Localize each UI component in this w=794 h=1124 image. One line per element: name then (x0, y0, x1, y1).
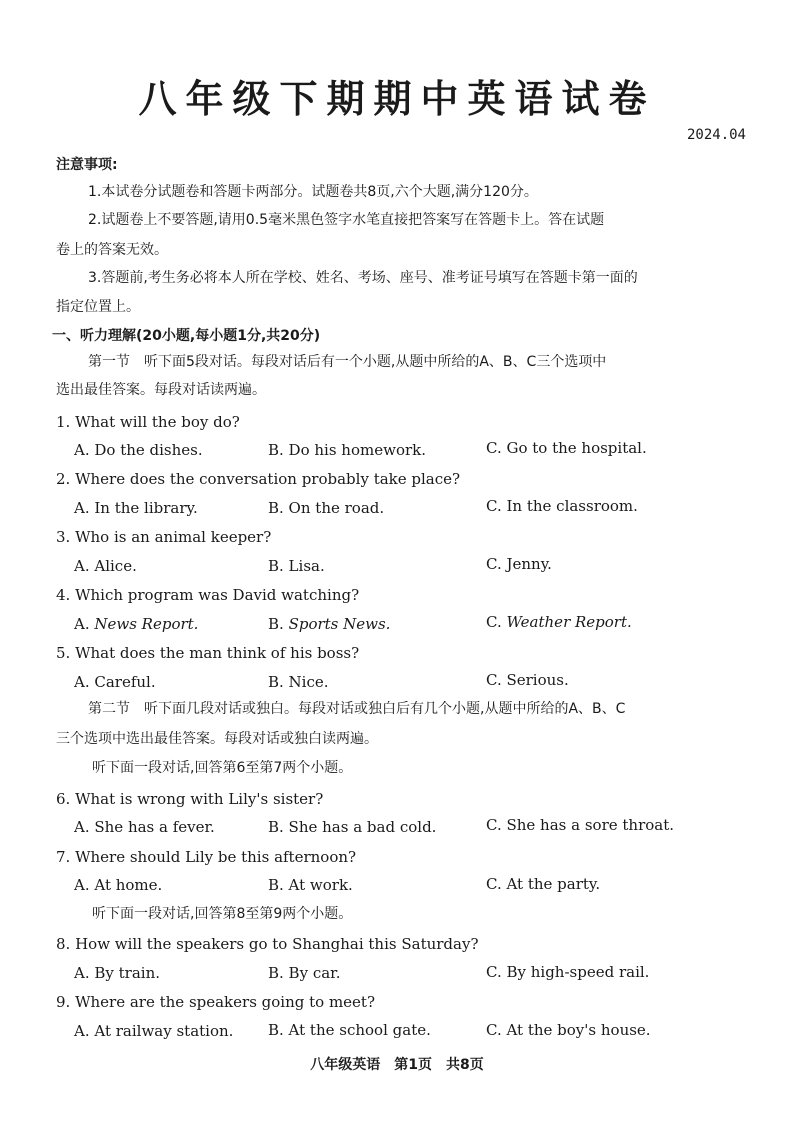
notice-heading: 注意事项: (56, 157, 118, 173)
page-title: 八年级下期期中英语试卷 (138, 77, 656, 121)
q4-option-c-text: Weather Report. (506, 613, 632, 631)
q5-option-c: C. Serious. (486, 671, 569, 689)
q9-option-c: C. At the boy's house. (486, 1021, 651, 1039)
question-9: 9. Where are the speakers going to meet? (56, 993, 375, 1011)
q4-option-b-letter: B. (268, 615, 289, 633)
q7-option-a: A. At home. (74, 876, 163, 894)
page-footer: 八年级英语 第1页 共8页 (310, 1057, 484, 1073)
q6-option-b: B. She has a bad cold. (268, 818, 437, 836)
exam-date: 2024.04 (686, 127, 746, 143)
q8-option-a: A. By train. (74, 964, 161, 982)
question-4: 4. Which program was David watching? (56, 586, 360, 604)
q3-option-a: A. Alice. (74, 557, 137, 575)
notice-item-3: 3.答题前,考生务必将本人所在学校、姓名、考场、座号、准考证号填写在答题卡第一面的 (88, 270, 638, 286)
q9-option-a: A. At railway station. (74, 1022, 234, 1040)
q3-option-c: C. Jenny. (486, 555, 552, 573)
q2-option-c: C. In the classroom. (486, 497, 638, 515)
q1-option-b: B. Do his homework. (268, 441, 426, 459)
q6-option-a: A. She has a fever. (74, 818, 215, 836)
q4-option-c-letter: C. (486, 613, 507, 631)
question-5: 5. What does the man think of his boss? (56, 644, 360, 662)
q4-option-a-letter: A. (74, 615, 95, 633)
question-8: 8. How will the speakers go to Shanghai this Saturday? (56, 935, 479, 953)
instruction-q6-q7: 听下面一段对话,回答第6至第7两个小题。 (92, 760, 353, 776)
q8-option-c: C. By high-speed rail. (486, 963, 650, 981)
q2-option-a: A. In the library. (74, 499, 198, 517)
notice-item-2: 2.试题卷上不要答题,请用0.5毫米黑色签字水笔直接把答案写在答题卡上。答在试题 (88, 212, 605, 228)
question-6: 6. What is wrong with Lily's sister? (56, 790, 324, 808)
section1-line2: 选出最佳答案。每段对话读两遍。 (56, 382, 266, 398)
q4-option-c (486, 612, 632, 632)
question-1: 1. What will the boy do? (56, 413, 240, 431)
notice-item-1: 1.本试卷分试题卷和答题卡两部分。试题卷共8页,六个大题,满分120分。 (88, 184, 538, 200)
notice-item-2-cont: 卷上的答案无效。 (56, 242, 168, 258)
section2-line2: 三个选项中选出最佳答案。每段对话或独白读两遍。 (56, 731, 378, 747)
q4-option-b-text: Sports News. (288, 615, 391, 633)
section1-line1: 第一节 听下面5段对话。每段对话后有一个小题,从题中所给的A、B、C三个选项中 (88, 354, 607, 370)
question-3: 3. Who is an animal keeper? (56, 528, 272, 546)
q1-option-c: C. Go to the hospital. (486, 439, 647, 457)
part1-heading: 一、听力理解(20小题,每小题1分,共20分) (52, 328, 321, 344)
notice-item-3-cont: 指定位置上。 (56, 299, 140, 315)
q7-option-b: B. At work. (268, 876, 353, 894)
q8-option-b: B. By car. (268, 964, 341, 982)
q7-option-c: C. At the party. (486, 875, 601, 893)
q3-option-b: B. Lisa. (268, 557, 325, 575)
q4-option-a (74, 614, 198, 634)
q6-option-c: C. She has a sore throat. (486, 816, 675, 834)
q9-option-b: B. At the school gate. (268, 1021, 431, 1039)
q5-option-b: B. Nice. (268, 673, 329, 691)
section2-line1: 第二节 听下面几段对话或独白。每段对话或独白后有几个小题,从题中所给的A、B、C (88, 701, 626, 717)
question-7: 7. Where should Lily be this afternoon? (56, 848, 357, 866)
q2-option-b: B. On the road. (268, 499, 385, 517)
q4-option-b (268, 614, 390, 634)
q5-option-a: A. Careful. (74, 673, 156, 691)
question-2: 2. Where does the conversation probably take place? (56, 470, 461, 488)
q1-option-a: A. Do the dishes. (74, 441, 203, 459)
q4-option-a-text: News Report. (94, 615, 199, 633)
instruction-q8-q9: 听下面一段对话,回答第8至第9两个小题。 (92, 906, 353, 922)
